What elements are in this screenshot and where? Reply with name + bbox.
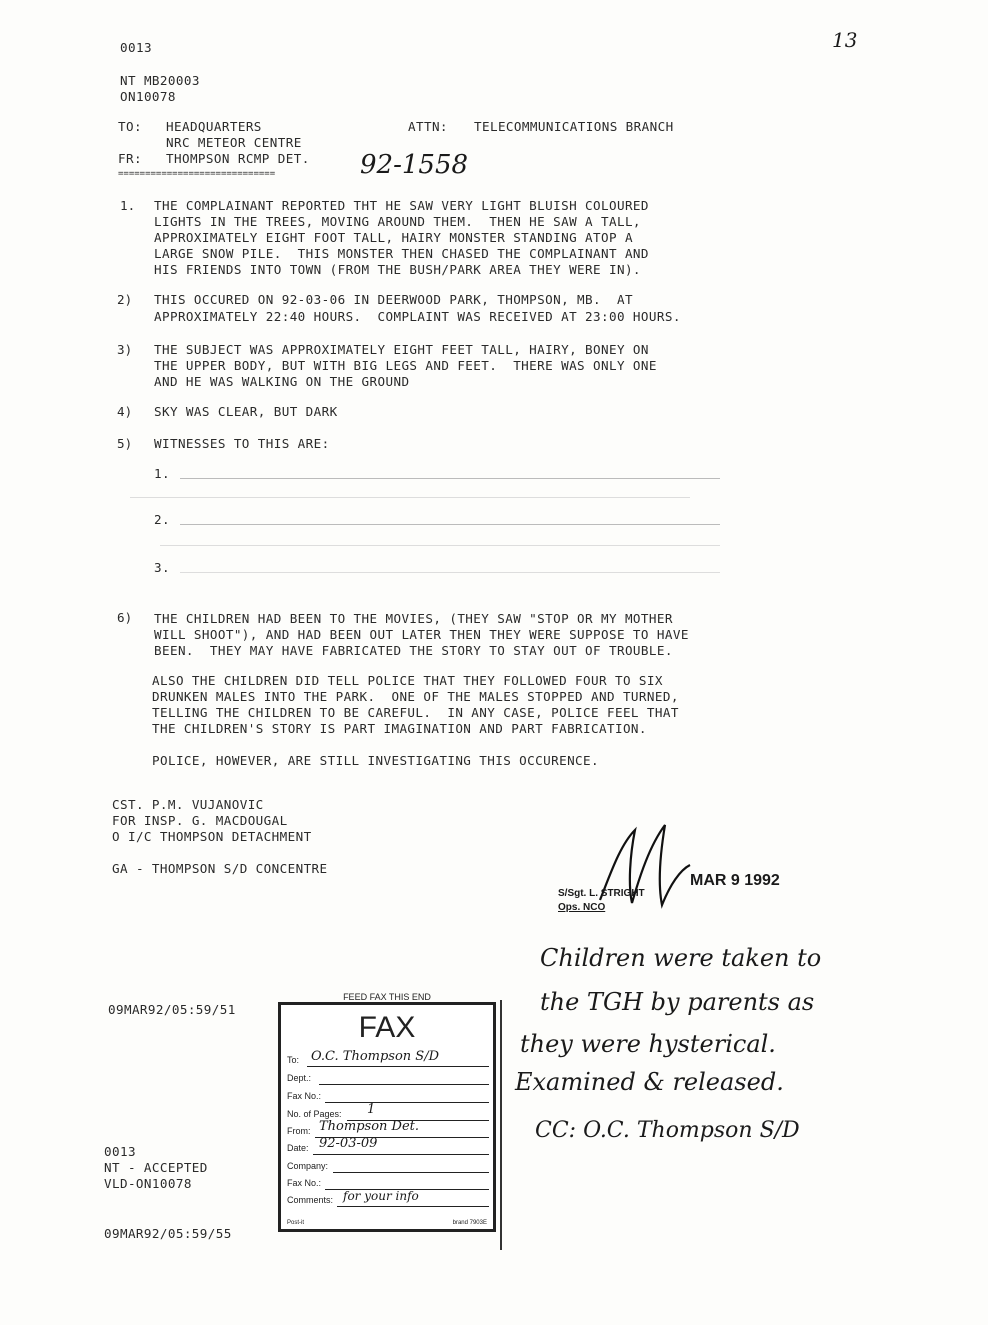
handwritten-cc: CC: O.C. Thompson S/D [535,1118,800,1143]
para-4-line-1: SKY WAS CLEAR, BUT DARK [154,404,338,419]
fax-faxno-label: Fax No.: [287,1091,322,1101]
fax-brand: Post-it [287,1220,305,1226]
fax-company-label: Company: [287,1161,329,1171]
fax-to-label: To: [287,1055,300,1065]
para-3-line-2: THE UPPER BODY, BUT WITH BIG LEGS AND FEET. THERE WAS ONLY ONE [154,358,657,373]
stamp-name: S/Sgt. L. STRIGHT [558,888,645,899]
fax-date-label: Date: [287,1143,309,1153]
police-line: POLICE, HOWEVER, ARE STILL INVESTIGATING THIS OCCURENCE. [152,753,599,768]
fax-date-line [313,1154,489,1155]
signer-for: FOR INSP. G. MACDOUGAL [112,813,288,828]
para-4-number: 4) [117,404,133,419]
handwritten-file-number: 92-1558 [360,150,469,180]
stamp-title: Ops. NCO [558,902,606,913]
header-divider: ============================= [118,169,276,179]
fr-value: THOMPSON RCMP DET. [166,151,310,166]
para-1-line-1: THE COMPLAINANT REPORTED THT HE SAW VERY LIGHT BLUISH COLOURED [154,198,649,213]
para-3-line-1: THE SUBJECT WAS APPROXIMATELY EIGHT FEET TALL, HAIRY, BONEY ON [154,342,649,357]
para-2-line-2: APPROXIMATELY 22:40 HOURS. COMPLAINT WAS RECEIVED AT 23:00 HOURS. [154,309,681,324]
para-2-line-1: THIS OCCURED ON 92-03-06 IN DEERWOOD PARK, THOMPSON, MB. AT [154,292,633,307]
signature-scribble [590,815,700,915]
para-1-line-2: LIGHTS IN THE TREES, MOVING AROUND THEM. THEN HE SAW A TALL, [154,214,641,229]
para-1-line-4: LARGE SNOW PILE. THIS MONSTER THEN CHASED THE COMPLAINANT AND [154,246,649,261]
para-3-number: 3) [117,342,133,357]
fax-dept-label: Dept.: [287,1073,312,1083]
para-6-line-3: BEEN. THEY MAY HAVE FABRICATED THE STORY TO STAY OUT OF TROUBLE. [154,643,673,658]
fax-faxno2-label: Fax No.: [287,1178,322,1188]
para-6-line-2: WILL SHOOT"), AND HAD BEEN OUT LATER THEN THEY WERE SUPPOSE TO HAVE [154,627,689,642]
also-line-3: TELLING THE CHILDREN TO BE CAREFUL. IN ANY CASE, POLICE FEEL THAT [152,705,679,720]
fax-feed-header: FEED FAX THIS END [343,992,431,1002]
fax-to-value: O.C. Thompson S/D [311,1049,440,1064]
page-number: 0013 [120,40,152,55]
fax-comments-value: for your info [343,1189,419,1203]
fax-product: brand 7903E [452,1220,487,1226]
fax-to-line [307,1066,489,1067]
para-3-line-3: AND HE WAS WALKING ON THE GROUND [154,374,410,389]
to-label: TO: [118,119,142,134]
ack-line-1: 0013 [104,1144,136,1159]
para-2-number: 2) [117,292,133,307]
witness-1-redaction-2 [130,497,690,498]
witness-1: 1. [154,466,170,481]
to-line-1: HEADQUARTERS [166,119,262,134]
handwritten-note-line-3: they were hysterical. [520,1030,776,1058]
signer-detachment: O I/C THOMPSON DETACHMENT [112,829,312,844]
fr-label: FR: [118,151,142,166]
fax-title: FAX [358,1011,416,1044]
witness-1-redaction [180,478,720,479]
fax-comments-label: Comments: [287,1195,334,1205]
para-6-number: 6) [117,610,133,625]
message-ref-2: ON10078 [120,89,176,104]
signer-name: CST. P.M. VUJANOVIC [112,797,264,812]
fax-pages-label: No. of Pages: [287,1109,342,1119]
witness-2-redaction [180,524,720,525]
message-ref-1: NT MB20003 [120,73,200,88]
transmission-timestamp-2: 09MAR92/05:59/55 [104,1226,232,1241]
fax-from-label: From: [287,1126,311,1136]
para-1-line-5: HIS FRIENDS INTO TOWN (FROM THE BUSH/PARK AREA THEY WERE IN). [154,262,641,277]
fax-comments-line [337,1206,489,1207]
witness-2-redaction-2 [160,545,720,546]
fax-dept-line [319,1084,489,1085]
ack-line-3: VLD-ON10078 [104,1176,192,1191]
fax-side-rule [500,1000,502,1250]
fax-pages-value: 1 [367,1102,376,1117]
witness-3: 3. [154,560,170,575]
attn-label: ATTN: [408,119,448,134]
fax-faxno-line [325,1102,489,1103]
to-line-2: NRC METEOR CENTRE [166,135,302,150]
also-line-1: ALSO THE CHILDREN DID TELL POLICE THAT THEY FOLLOWED FOUR TO SIX [152,673,663,688]
para-1-number: 1. [120,198,136,213]
transmission-timestamp-1: 09MAR92/05:59/51 [108,1002,236,1017]
fax-company-line [333,1172,489,1173]
stamp-date: MAR 9 1992 [690,872,780,889]
ack-line-2: NT - ACCEPTED [104,1160,208,1175]
distribution-line: GA - THOMPSON S/D CONCENTRE [112,861,328,876]
para-1-line-3: APPROXIMATELY EIGHT FOOT TALL, HAIRY MONSTER STANDING ATOP A [154,230,633,245]
also-line-2: DRUNKEN MALES INTO THE PARK. ONE OF THE MALES STOPPED AND TURNED, [152,689,679,704]
para-6-line-1: THE CHILDREN HAD BEEN TO THE MOVIES, (THEY SAW "STOP OR MY MOTHER [154,611,673,626]
fax-cover-note [278,992,496,1232]
handwritten-page-number: 13 [832,28,858,52]
fax-date-value: 92-03-09 [319,1136,378,1151]
also-line-4: THE CHILDREN'S STORY IS PART IMAGINATION AND PART FABRICATION. [152,721,647,736]
handwritten-note-line-2: the TGH by parents as [540,988,815,1016]
handwritten-note-line-1: Children were taken to [540,944,822,972]
witness-3-redaction [180,572,720,573]
handwritten-note-line-4: Examined & released. [515,1068,784,1096]
witness-2: 2. [154,512,170,527]
fax-from-value: Thompson Det. [319,1119,419,1134]
para-5-number: 5) [117,436,133,451]
para-5-line-1: WITNESSES TO THIS ARE: [154,436,330,451]
attn-value: TELECOMMUNICATIONS BRANCH [474,119,674,134]
